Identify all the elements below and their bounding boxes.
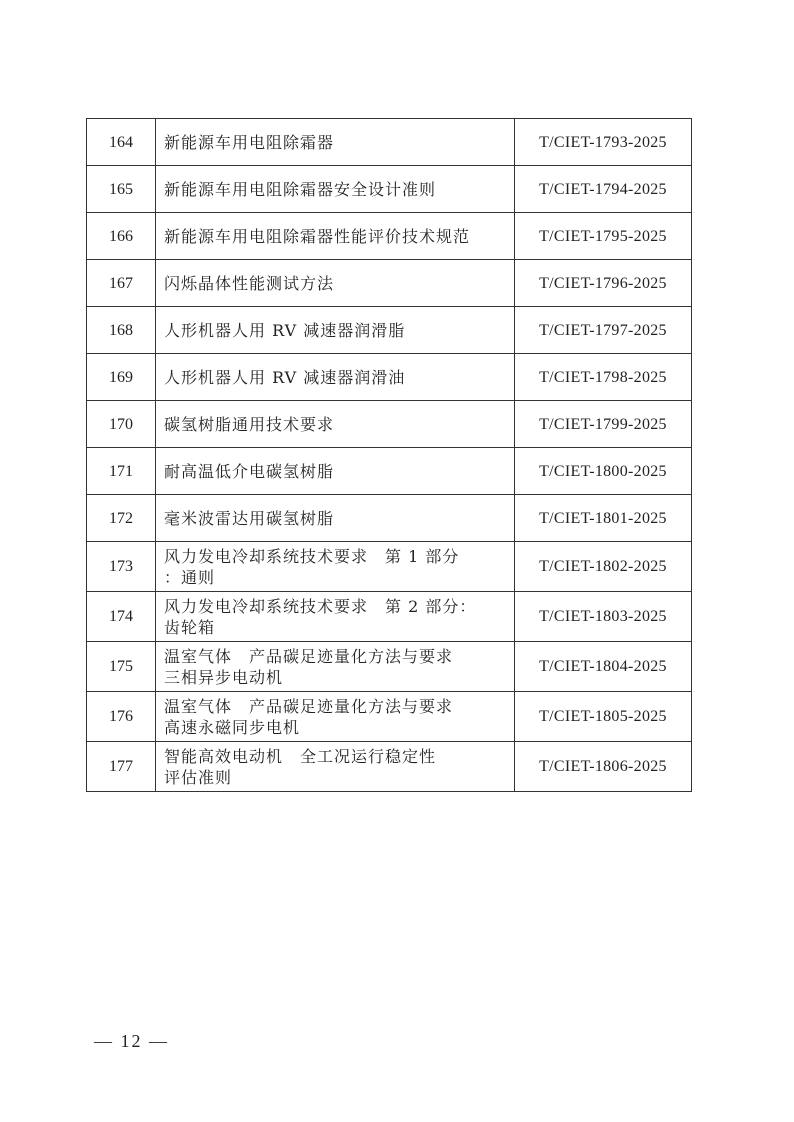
standard-name-line: 人形机器人用 RV 减速器润滑油: [164, 367, 406, 387]
standards-table-body: [87, 119, 692, 792]
standard-name: [156, 307, 515, 354]
standards-table: [86, 118, 692, 792]
table-row: [87, 742, 692, 792]
standard-name-line: 齿轮箱: [164, 617, 216, 637]
standard-code: T/CIET-1798-2025: [515, 354, 692, 401]
standard-name-line: 新能源车用电阻除霜器性能评价技术规范: [164, 226, 471, 246]
row-number: 175: [87, 642, 156, 692]
row-number: 176: [87, 692, 156, 742]
standard-name: [156, 642, 515, 692]
table-row: [87, 307, 692, 354]
standard-name-line: ：通则: [164, 567, 216, 587]
standard-name-line: 耐高温低介电碳氢树脂: [164, 461, 335, 481]
standard-name: [156, 495, 515, 542]
standard-code: T/CIET-1806-2025: [515, 742, 692, 792]
standard-name: [156, 542, 515, 592]
row-number: 173: [87, 542, 156, 592]
standard-code: T/CIET-1801-2025: [515, 495, 692, 542]
standard-name-line: 风力发电冷却系统技术要求 第 2 部分：: [164, 596, 477, 616]
table-row: [87, 213, 692, 260]
standard-code: T/CIET-1799-2025: [515, 401, 692, 448]
table-row: [87, 354, 692, 401]
table-row: [87, 542, 692, 592]
standard-name: [156, 260, 515, 307]
row-number: 174: [87, 592, 156, 642]
standard-code: T/CIET-1796-2025: [515, 260, 692, 307]
table-row: [87, 448, 692, 495]
standard-name: [156, 354, 515, 401]
row-number: 171: [87, 448, 156, 495]
standard-name-line: 风力发电冷却系统技术要求 第 1 部分: [164, 546, 460, 566]
standard-name: [156, 448, 515, 495]
standard-name-line: 三相异步电动机: [164, 667, 284, 687]
page-number: — 12 —: [94, 1031, 169, 1051]
standard-name-line: 新能源车用电阻除霜器: [164, 132, 335, 152]
row-number: 169: [87, 354, 156, 401]
standard-code: T/CIET-1804-2025: [515, 642, 692, 692]
standard-name-line: 智能高效电动机 全工况运行稳定性: [164, 746, 437, 766]
standard-code: T/CIET-1795-2025: [515, 213, 692, 260]
standard-code: T/CIET-1793-2025: [515, 119, 692, 166]
standard-name-line: 温室气体 产品碳足迹量化方法与要求: [164, 696, 454, 716]
table-row: [87, 119, 692, 166]
standard-code: T/CIET-1800-2025: [515, 448, 692, 495]
standard-name: [156, 401, 515, 448]
standard-name-line: 新能源车用电阻除霜器安全设计准则: [164, 179, 437, 199]
standard-code: T/CIET-1802-2025: [515, 542, 692, 592]
standard-code: T/CIET-1797-2025: [515, 307, 692, 354]
row-number: 164: [87, 119, 156, 166]
standard-code: T/CIET-1803-2025: [515, 592, 692, 642]
standard-name-line: 闪烁晶体性能测试方法: [164, 273, 335, 293]
row-number: 170: [87, 401, 156, 448]
standard-name-line: 温室气体 产品碳足迹量化方法与要求: [164, 646, 454, 666]
standard-code: T/CIET-1794-2025: [515, 166, 692, 213]
standard-name-line: 高速永磁同步电机: [164, 717, 301, 737]
standard-name-line: 人形机器人用 RV 减速器润滑脂: [164, 320, 406, 340]
row-number: 167: [87, 260, 156, 307]
row-number: 166: [87, 213, 156, 260]
standard-name: [156, 119, 515, 166]
table-row: [87, 495, 692, 542]
table-row: [87, 260, 692, 307]
table-row: [87, 166, 692, 213]
row-number: 172: [87, 495, 156, 542]
row-number: 168: [87, 307, 156, 354]
table-row: [87, 642, 692, 692]
standard-code: T/CIET-1805-2025: [515, 692, 692, 742]
standard-name-line: 评估准则: [164, 767, 233, 787]
standard-name: [156, 166, 515, 213]
standard-name: [156, 692, 515, 742]
standard-name-line: 毫米波雷达用碳氢树脂: [164, 508, 335, 528]
table-row: [87, 692, 692, 742]
standard-name-line: 碳氢树脂通用技术要求: [164, 414, 335, 434]
standard-name: [156, 592, 515, 642]
row-number: 177: [87, 742, 156, 792]
table-row: [87, 401, 692, 448]
standard-name: [156, 742, 515, 792]
row-number: 165: [87, 166, 156, 213]
standard-name: [156, 213, 515, 260]
table-row: [87, 592, 692, 642]
